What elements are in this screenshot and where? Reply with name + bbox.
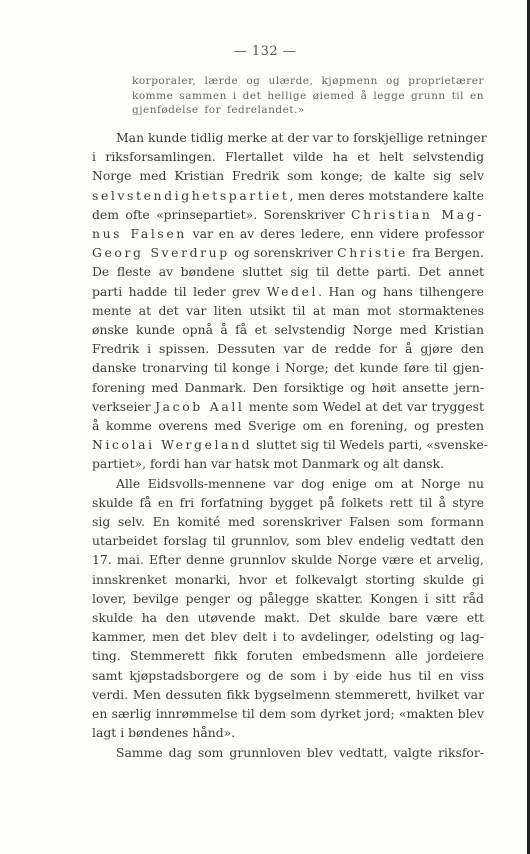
text-line: danske tronarving til konge i Norge; det kunde føre til gjen-	[92, 360, 484, 376]
text-line: ting. Stemmerett fikk foruten embedsmenn alle jordeiere	[92, 648, 484, 664]
body-text	[92, 128, 488, 762]
text-line: kammer, men det blev delt i to avdelinger, odelsting og lag-	[92, 629, 484, 645]
text-line: 17. mai. Efter denne grunnlov skulde Norge være et arvelig,	[92, 552, 484, 568]
text-line: Georg Sverdrup og sorenskriver Christie fra Bergen.	[92, 245, 484, 261]
text-line: partiet», fordi han var hatsk mot Danmark og alt dansk.	[92, 456, 445, 472]
text-line: samt kjøpstadsborgere og de som i by eide hus til en viss	[92, 667, 484, 683]
text-line: Fredrik i spissen. Dessuten var de redde for å gjøre den	[92, 341, 484, 357]
text-line: mente at det var liten utsikt til at man mot stormaktenes	[92, 302, 484, 318]
text-line: utarbeidet forslag til grunnlov, som blev endelig vedtatt den	[92, 533, 484, 549]
quotation-block	[132, 74, 484, 118]
page-number: — 132 —	[233, 44, 297, 59]
text-line: De fleste av bøndene sluttet sig til dette parti. Det annet	[92, 264, 484, 280]
text-line: Samme dag som grunnloven blev vedtatt, valgte riksfor-	[116, 744, 484, 760]
text-line: lagt i bøndenes hånd».	[92, 725, 236, 741]
quote-line: komme sammen i det hellige øiemed å legge grunn til en	[132, 89, 484, 102]
text-line: Alle Eidsvolls-mennene var dog enige om at Norge nu	[116, 475, 484, 491]
text-line: i riksforsamlingen. Flertallet vilde ha et helt selvstendig	[92, 149, 484, 165]
text-line: en særlig innrømmelse til dem som dyrket jord; «makten blev	[92, 706, 484, 722]
text-line: verdi. Men dessuten fikk bygselmenn stemmerett, hvilket var	[92, 686, 484, 702]
quote-line: gjenfødelse for fedrelandet.»	[132, 104, 305, 116]
text-line: ønske kunde opnå å få et selvstendig Norge med Kristian	[92, 322, 484, 338]
text-line: nus Falsen var en av deres ledere, enn videre professor	[92, 226, 484, 242]
text-line: parti hadde til leder grev Wedel. Han og hans tilhengere	[92, 283, 484, 299]
text-line: forening med Danmark. Den forsiktige og høit ansette jern-	[92, 379, 484, 395]
text-line: lover, bevilge penger og pålegge skatter. Kongen i sitt råd	[92, 590, 484, 606]
text-line: innskrenket monarki, hvor et folkevalgt storting skulde gi	[92, 571, 484, 587]
text-line: skulde få en fri forfatning bygget på folkets rett til å styre	[92, 494, 484, 510]
quote-line: korporaler, lærde og ulærde, kjøpmenn og proprietærer	[132, 75, 484, 87]
text-line: skulde ha den utøvende makt. Det skulde bare være ett	[92, 610, 484, 626]
text-line: dem ofte «prinsepartiet». Sorenskriver Christian Mag-	[92, 206, 485, 222]
text-line: sig selv. En komité med sorenskriver Falsen som formann	[92, 514, 484, 530]
text-line: verkseier Jacob Aall mente som Wedel at det var tryggest	[92, 398, 484, 414]
text-line: å komme overens med Sverige om en forening, og presten	[92, 418, 484, 434]
text-line: selvstendighetspartiet, men deres motstandere kalte	[92, 187, 484, 203]
text-line: Nicolai Wergeland sluttet sig til Wedels parti, «svenske-	[92, 437, 488, 453]
text-line: Norge med Kristian Fredrik som konge; de kalte sig selv	[92, 168, 484, 184]
text-line: Man kunde tidlig merke at der var to forskjellige retninger	[116, 130, 487, 145]
